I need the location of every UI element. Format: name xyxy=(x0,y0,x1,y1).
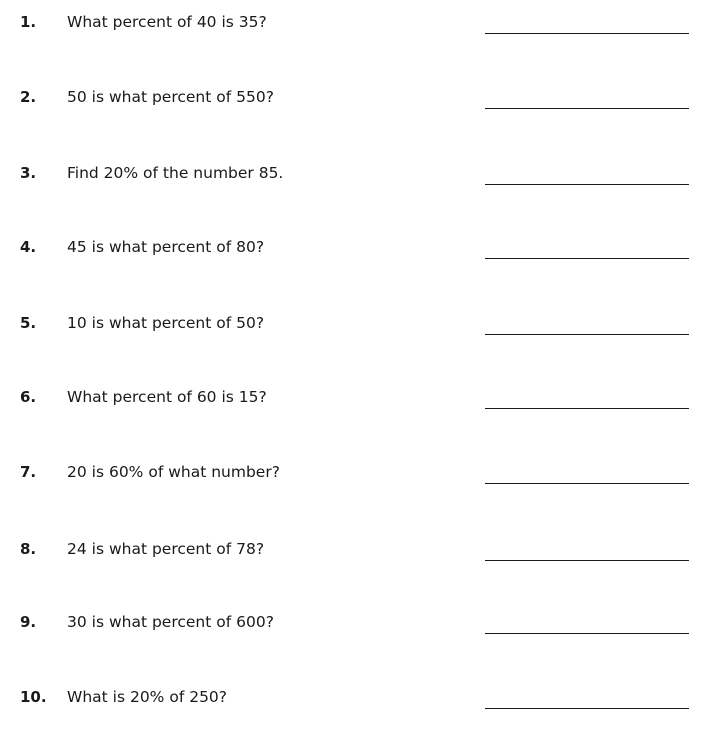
problem-question: 10 is what percent of 50? xyxy=(67,314,265,332)
problem-7 xyxy=(0,462,704,486)
problem-4 xyxy=(0,237,704,261)
problem-number: 3. xyxy=(20,164,37,182)
answer-line[interactable] xyxy=(485,708,689,709)
problem-number: 7. xyxy=(20,463,37,481)
problem-3 xyxy=(0,163,704,187)
answer-line[interactable] xyxy=(485,408,689,409)
answer-line[interactable] xyxy=(485,108,689,109)
problem-question: 20 is 60% of what number? xyxy=(67,463,280,481)
problem-number: 4. xyxy=(20,238,37,256)
problem-question: 45 is what percent of 80? xyxy=(67,238,265,256)
problem-question: What is 20% of 250? xyxy=(67,688,228,706)
problem-question: What percent of 40 is 35? xyxy=(67,13,267,31)
problem-number: 10. xyxy=(20,688,47,706)
problem-5 xyxy=(0,313,704,337)
answer-line[interactable] xyxy=(485,334,689,335)
problem-number: 6. xyxy=(20,388,37,406)
problem-question: 50 is what percent of 550? xyxy=(67,88,274,106)
problem-9 xyxy=(0,612,704,636)
problem-question: What percent of 60 is 15? xyxy=(67,388,267,406)
problem-number: 9. xyxy=(20,613,37,631)
problem-1 xyxy=(0,12,704,36)
problem-6 xyxy=(0,387,704,411)
problem-question: 24 is what percent of 78? xyxy=(67,540,265,558)
answer-line[interactable] xyxy=(485,560,689,561)
answer-line[interactable] xyxy=(485,483,689,484)
problem-question: Find 20% of the number 85. xyxy=(67,164,284,182)
problem-number: 8. xyxy=(20,540,37,558)
problem-question: 30 is what percent of 600? xyxy=(67,613,274,631)
problem-10 xyxy=(0,687,704,711)
problem-8 xyxy=(0,539,704,563)
problem-2 xyxy=(0,87,704,111)
problem-number: 2. xyxy=(20,88,37,106)
problem-number: 5. xyxy=(20,314,37,332)
answer-line[interactable] xyxy=(485,33,689,34)
problem-number: 1. xyxy=(20,13,37,31)
answer-line[interactable] xyxy=(485,633,689,634)
answer-line[interactable] xyxy=(485,258,689,259)
answer-line[interactable] xyxy=(485,184,689,185)
